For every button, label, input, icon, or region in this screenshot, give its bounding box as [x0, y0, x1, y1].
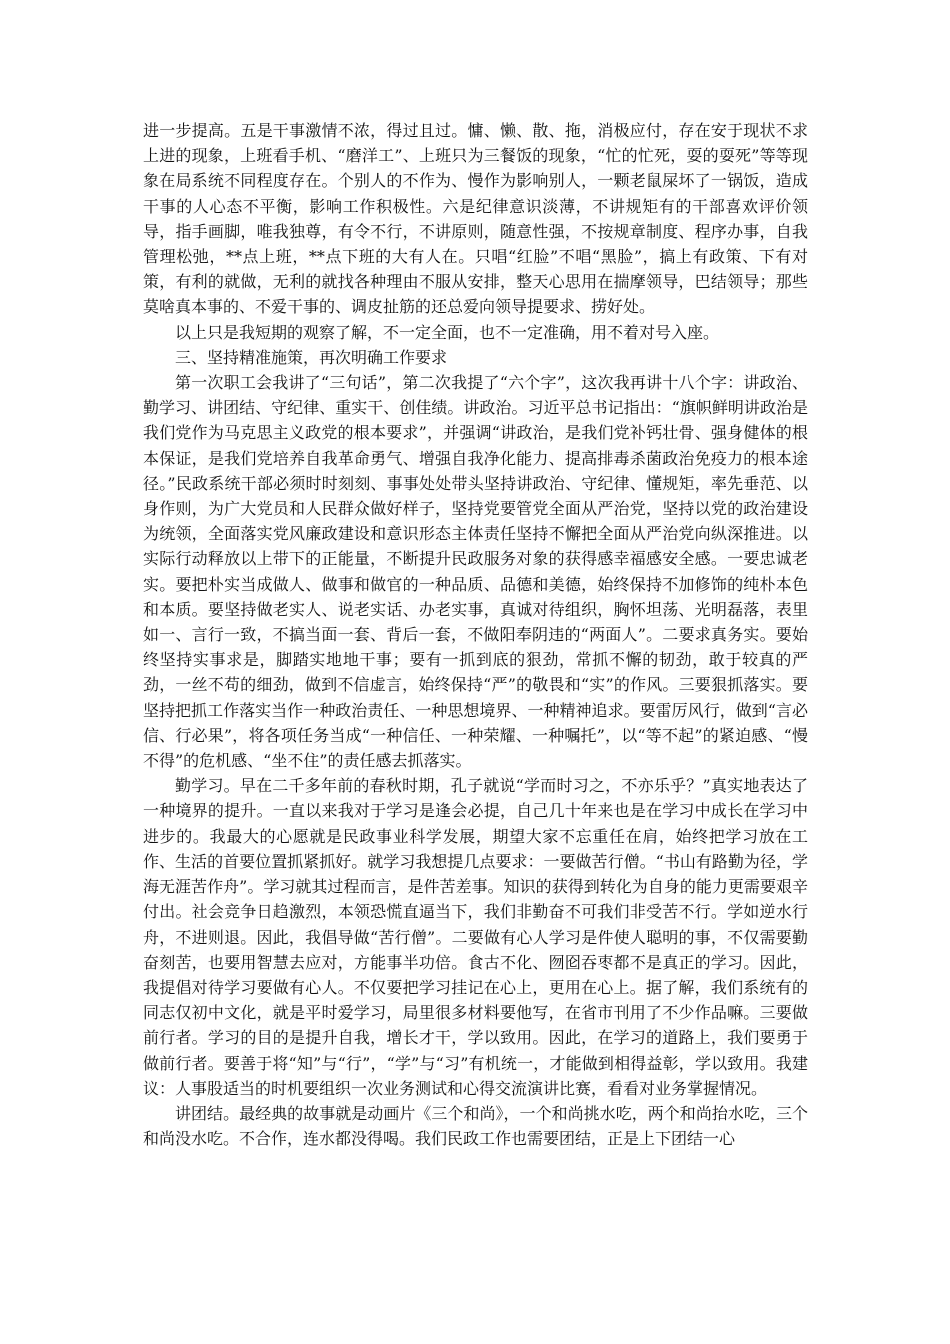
paragraph-politics: 第一次职工会我讲了“三句话”，第二次我提了“六个字”，这次我再讲十八个字：讲政治、勤学习、讲团结、守纪律、重实干、创佳绩。讲政治。习近平总书记指出：“旗帜鲜明讲政治是我们党作为马克思主义政党的根本要求”，并强调“讲政治，是我们党补钙壮骨、强身健体的根本保证，是我们党培养自我革命勇气、增强自我净化能力、提高排毒杀菌政治免疫力的根本途径。”民政系统干部必须时时刻刻、事事处处带头坚持讲政治、守纪律、懂规矩，率先垂范、以身作则，为广大党员和人民群众做好样子，坚持党要管党全面从严治党，坚持以党的政治建设为统领，全面落实党风廉政建设和意识形态主体责任坚持不懈把全面从严治党向纵深推进。以实际行动释放以上带下的正能量，不断提升民政服务对象的获得感幸福感安全感。一要忠诚老实。要把朴实当成做人、做事和做官的一种品质、品德和美德，始终保持不加修饰的纯朴本色和本质。要坚持做老实人、说老实话、办老实事，真诚对待组织，胸怀坦荡、光明磊落，表里如一、言行一致，不搞当面一套、背后一套，不做阳奉阴违的“两面人”。二要求真务实。要始终坚持实事求是，脚踏实地地干事；要有一抓到底的狠劲，常抓不懈的韧劲，敢于较真的严劲，一丝不苟的细劲，做到不信虚言，始终保持“严”的敬畏和“实”的作风。三要狠抓落实。要坚持把抓工作落实当作一种政治责任、一种思想境界、一种精神追求。要雷厉风行，做到“言必信、行必果”，将各项任务当成“一种信任、一种荣耀、一种嘱托”，以“等不起”的紧迫感、“慢不得”的危机感、“坐不住”的责任感去抓落实。: [143, 373, 808, 771]
paragraph-observation-note: 以上只是我短期的观察了解，不一定全面，也不一定准确，用不着对号入座。: [175, 322, 720, 342]
paragraph-work-problems: 进一步提高。五是干事激情不浓，得过且过。慵、懒、散、拖，消极应付，存在安于现状不求上进的现象，上班看手机、“磨洋工”、上班只为三餐饭的现象，“忙的忙死，耍的耍死”等等现象在局系统不同程度存在。个别人的不作为、慢作为影响别人，一颗老鼠屎坏了一锅饭，造成干事的人心态不平衡，影响工作积极性。六是纪律意识淡薄，不讲规矩有的干部喜欢评价领导，指手画脚，唯我独尊，有令不行，不讲原则，随意性强，不按规章制度、程序办事，自我管理松弛，**点上班，**点下班的大有人在。只唱“红脸”不唱“黑脸”，搞上有政策、下有对策，有利的就做，无利的就找各种理由不服从安排，整天心思用在揣摩领导，巴结领导；那些莫啥真本事的、不爱干事的、调皮扯筋的还总爱向领导提要求、捞好处。: [143, 121, 808, 317]
section-heading: 三、坚持精准施策，再次明确工作要求: [175, 347, 448, 367]
paragraph-unity: 讲团结。最经典的故事就是动画片《三个和尚》，一个和尚挑水吃，两个和尚抬水吃，三个和尚没水吃。不合作，连水都没得喝。我们民政工作也需要团结，正是上下团结一心: [143, 1103, 808, 1149]
document-page: [143, 118, 808, 1151]
paragraph-study: 勤学习。早在二千多年前的春秋时期，孔子就说“学而时习之，不亦乐乎？”真实地表达了一种境界的提升。一直以来我对于学习是逢会必提，自己几十年来也是在学习中成长在学习中进步的。我最大的心愿就是民政事业科学发展，期望大家不忘重任在肩，始终把学习放在工作、生活的首要位置抓紧抓好。就学习我想提几点要求：一要做苦行僧。“书山有路勤为径，学海无涯苦作舟”。学习就其过程而言，是件苦差事。知识的获得到转化为自身的能力更需要艰辛付出。社会竞争日趋激烈，本领恐慌直逼当下，我们非勤奋不可我们非受苦不行。学如逆水行舟，不进则退。因此，我倡导做“苦行僧”。二要做有心人学习是件使人聪明的事，不仅需要勤奋刻苦，也要用智慧去应对，方能事半功倍。食古不化、囫囵吞枣都不是真正的学习。因此，我提倡对待学习要做有心人。不仅要把学习挂记在心上，更用在心上。据了解，我们系统有的同志仅初中文化，就是平时爱学习，局里很多材料要他写，在省市刊用了不少作品嘛。三要做前行者。学习的目的是提升自我，增长才干，学以致用。因此，在学习的道路上，我们要勇于做前行者。要善于将“知”与“行”，“学”与“习”有机统一，才能做到相得益彰，学以致用。我建议：人事股适当的时机要组织一次业务测试和心得交流演讲比赛，看看对业务掌握情况。: [143, 776, 808, 1098]
